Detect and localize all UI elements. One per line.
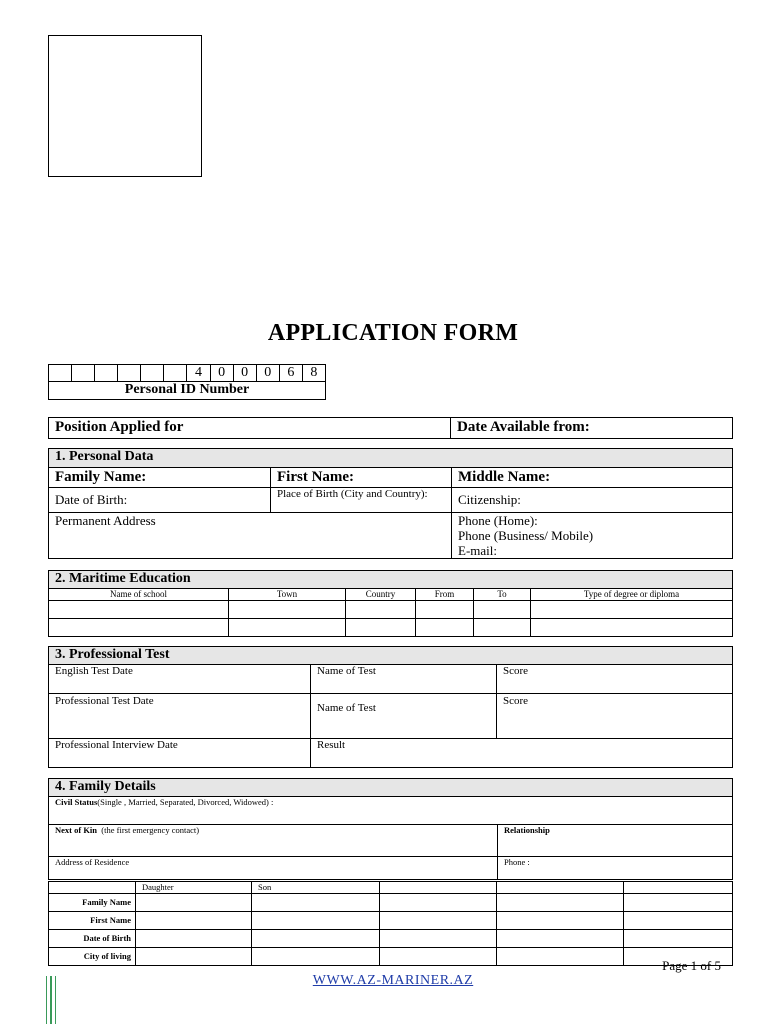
child-cell[interactable] (136, 894, 252, 912)
civil-status-field[interactable] (49, 797, 733, 825)
column-header: From (416, 589, 474, 601)
column-header: Name of school (49, 589, 229, 601)
children-table (48, 881, 733, 966)
next-of-kin-field[interactable] (49, 825, 498, 857)
website-link[interactable]: WWW.AZ-MARINER.AZ (312, 973, 474, 988)
table-row (49, 894, 733, 912)
citizenship-field[interactable]: Citizenship: (452, 488, 733, 513)
score-field[interactable]: Score (497, 665, 733, 694)
column-header-son: Son (252, 882, 380, 894)
child-cell[interactable] (380, 948, 497, 966)
id-digit[interactable] (71, 365, 94, 381)
education-cell[interactable] (49, 619, 229, 637)
relationship-field[interactable]: Relationship (498, 825, 733, 857)
residence-address-field[interactable]: Address of Residence (49, 857, 498, 880)
education-cell[interactable] (531, 619, 733, 637)
table-row (49, 601, 733, 619)
column-header-empty (624, 882, 733, 894)
phone-business-label: Phone (Business/ Mobile) (458, 528, 594, 543)
column-header-empty (497, 882, 624, 894)
next-of-kin-label: Next of Kin (55, 825, 98, 835)
email-label: E-mail: (458, 543, 497, 558)
id-digit[interactable] (163, 365, 186, 381)
child-cell[interactable] (136, 948, 252, 966)
child-cell[interactable] (380, 894, 497, 912)
professional-test-table (48, 646, 733, 768)
middle-name-field[interactable]: Middle Name: (452, 468, 733, 488)
family-details-table (48, 778, 733, 880)
child-cell[interactable] (497, 912, 624, 930)
child-cell[interactable] (497, 948, 624, 966)
section-heading-maritime: 2. Maritime Education (49, 571, 733, 589)
decorative-bars (46, 976, 56, 1024)
id-digit[interactable]: 0 (210, 365, 233, 381)
child-cell[interactable] (497, 894, 624, 912)
maritime-education-table (48, 570, 733, 637)
dob-field[interactable]: Date of Birth: (49, 488, 271, 513)
education-cell[interactable] (346, 619, 416, 637)
column-header-empty (380, 882, 497, 894)
civil-status-options: (Single , Married, Separated, Divorced, Widowed) : (97, 797, 274, 807)
education-cell[interactable] (474, 601, 531, 619)
family-name-field[interactable]: Family Name: (49, 468, 271, 488)
phone-field[interactable]: Phone : (498, 857, 733, 880)
child-cell[interactable] (252, 894, 380, 912)
first-name-field[interactable]: First Name: (271, 468, 452, 488)
score-field[interactable]: Score (497, 694, 733, 739)
position-applied-field[interactable]: Position Applied for (49, 418, 451, 439)
id-digit[interactable]: 6 (279, 365, 302, 381)
child-cell[interactable] (380, 930, 497, 948)
column-header: Type of degree or diploma (531, 589, 733, 601)
section-heading-personal: 1. Personal Data (49, 449, 733, 468)
child-cell[interactable] (136, 930, 252, 948)
child-cell[interactable] (252, 912, 380, 930)
child-cell[interactable] (136, 912, 252, 930)
page-number: Page 1 of 5 (662, 958, 721, 973)
children-corner-cell (49, 882, 136, 894)
place-of-birth-field[interactable]: Place of Birth (City and Country): (271, 488, 452, 513)
position-table (48, 417, 733, 439)
result-field[interactable]: Result (311, 739, 733, 768)
date-available-field[interactable]: Date Available from: (451, 418, 733, 439)
education-cell[interactable] (346, 601, 416, 619)
child-cell[interactable] (252, 948, 380, 966)
id-digit-row (48, 364, 326, 382)
id-digit[interactable] (49, 365, 71, 381)
child-cell[interactable] (380, 912, 497, 930)
education-cell[interactable] (49, 601, 229, 619)
table-row (49, 930, 733, 948)
english-test-date-field[interactable]: English Test Date (49, 665, 311, 694)
row-label: Family Name (49, 894, 136, 912)
row-label: City of living (49, 948, 136, 966)
column-header: Country (346, 589, 416, 601)
next-of-kin-note: (the first emergency contact) (101, 825, 200, 835)
id-digit[interactable] (94, 365, 117, 381)
column-header: Town (229, 589, 346, 601)
column-header: To (474, 589, 531, 601)
row-label: First Name (49, 912, 136, 930)
id-digit[interactable]: 0 (233, 365, 256, 381)
civil-status-label: Civil Status (55, 797, 98, 807)
education-cell[interactable] (416, 619, 474, 637)
column-header-daughter: Daughter (136, 882, 252, 894)
child-cell[interactable] (252, 930, 380, 948)
id-label: Personal ID Number (48, 382, 326, 400)
personal-data-table (48, 448, 733, 559)
table-row (49, 619, 733, 637)
child-cell[interactable] (624, 930, 733, 948)
child-cell[interactable] (497, 930, 624, 948)
personal-id-block (48, 364, 326, 400)
table-row (49, 948, 733, 966)
test-name-field[interactable]: Name of Test (311, 694, 497, 739)
id-digit[interactable] (140, 365, 163, 381)
id-digit[interactable] (117, 365, 140, 381)
photo-box (48, 35, 202, 177)
id-digit[interactable]: 8 (302, 365, 325, 381)
section-heading-family: 4. Family Details (49, 779, 733, 797)
id-digit[interactable]: 4 (186, 365, 209, 381)
education-cell[interactable] (416, 601, 474, 619)
professional-test-date-field[interactable]: Professional Test Date (49, 694, 311, 739)
table-row (49, 912, 733, 930)
education-cell[interactable] (229, 601, 346, 619)
education-cell[interactable] (474, 619, 531, 637)
education-cell[interactable] (531, 601, 733, 619)
contact-field[interactable] (452, 513, 733, 559)
education-cell[interactable] (229, 619, 346, 637)
section-heading-professional: 3. Professional Test (49, 647, 733, 665)
child-cell[interactable] (624, 894, 733, 912)
interview-date-field[interactable]: Professional Interview Date (49, 739, 311, 768)
permanent-address-field[interactable]: Permanent Address (49, 513, 452, 559)
page-title: APPLICATION FORM (267, 320, 519, 346)
id-digit[interactable]: 0 (256, 365, 279, 381)
test-name-field[interactable]: Name of Test (311, 665, 497, 694)
child-cell[interactable] (624, 912, 733, 930)
row-label: Date of Birth (49, 930, 136, 948)
phone-home-label: Phone (Home): (458, 513, 538, 528)
